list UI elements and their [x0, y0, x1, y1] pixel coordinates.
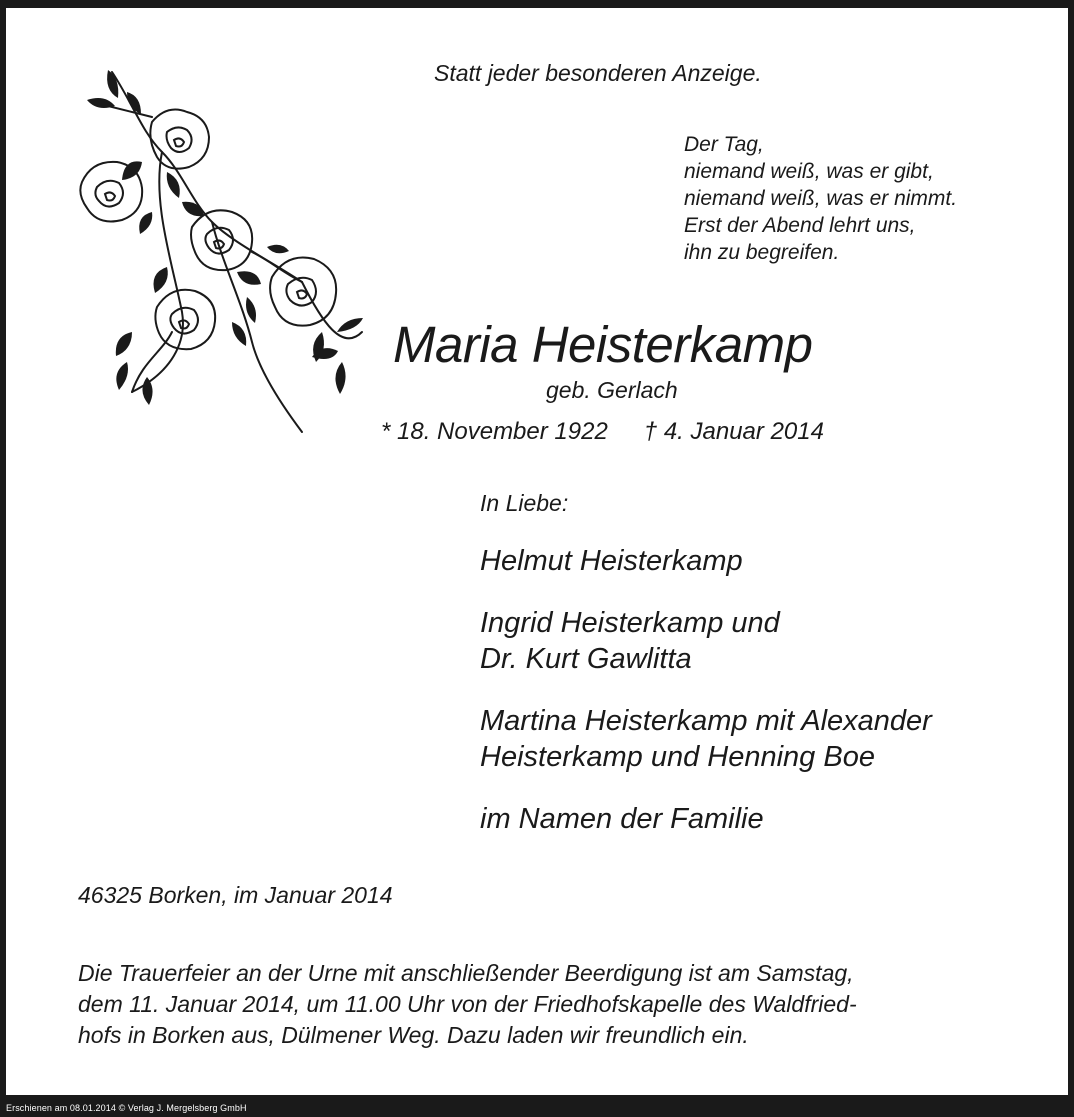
notice-line: dem 11. Januar 2014, um 11.00 Uhr von der Friedhofskapelle des Waldfried- [78, 991, 857, 1017]
poem [684, 131, 957, 266]
poem-line: ihn zu begreifen. [684, 241, 840, 264]
place-date: 46325 Borken, im Januar 2014 [78, 882, 393, 908]
funeral-notice [78, 958, 994, 1051]
deceased-name: Maria Heisterkamp [393, 316, 813, 373]
mourner-line: Ingrid Heisterkamp und [480, 607, 780, 639]
birth-name: geb. Gerlach [546, 377, 678, 403]
mourner-line: im Namen der Familie [480, 803, 764, 835]
mourner-line: Martina Heisterkamp mit Alexander [480, 705, 932, 737]
mourners-list [480, 543, 932, 863]
mourner-group [480, 801, 932, 837]
poem-line: Erst der Abend lehrt uns, [684, 214, 916, 237]
mourner-line: Dr. Kurt Gawlitta [480, 643, 692, 675]
mourner-group [480, 605, 932, 677]
mourners-intro: In Liebe: [480, 490, 569, 516]
mourner-group [480, 703, 932, 775]
birth-date: * 18. November 1922 [381, 418, 608, 445]
mourner-line: Helmut Heisterkamp [480, 545, 743, 577]
publication-note: Erschienen am 08.01.2014 © Verlag J. Mergelsberg GmbH [6, 1103, 247, 1113]
death-date: † 4. Januar 2014 [643, 418, 824, 445]
mourner-group [480, 543, 932, 579]
poem-line: Der Tag, [684, 133, 764, 156]
mourner-line: Heisterkamp und Henning Boe [480, 741, 875, 773]
notice-line: hofs in Borken aus, Dülmener Weg. Dazu laden wir freundlich ein. [78, 1022, 749, 1048]
roses-icon [72, 62, 372, 442]
life-dates [381, 418, 824, 446]
intro-line: Statt jeder besonderen Anzeige. [434, 60, 762, 86]
poem-line: niemand weiß, was er nimmt. [684, 187, 958, 210]
notice-line: Die Trauerfeier an der Urne mit anschließender Beerdigung ist am Samstag, [78, 960, 854, 986]
poem-line: niemand weiß, was er gibt, [684, 160, 934, 183]
